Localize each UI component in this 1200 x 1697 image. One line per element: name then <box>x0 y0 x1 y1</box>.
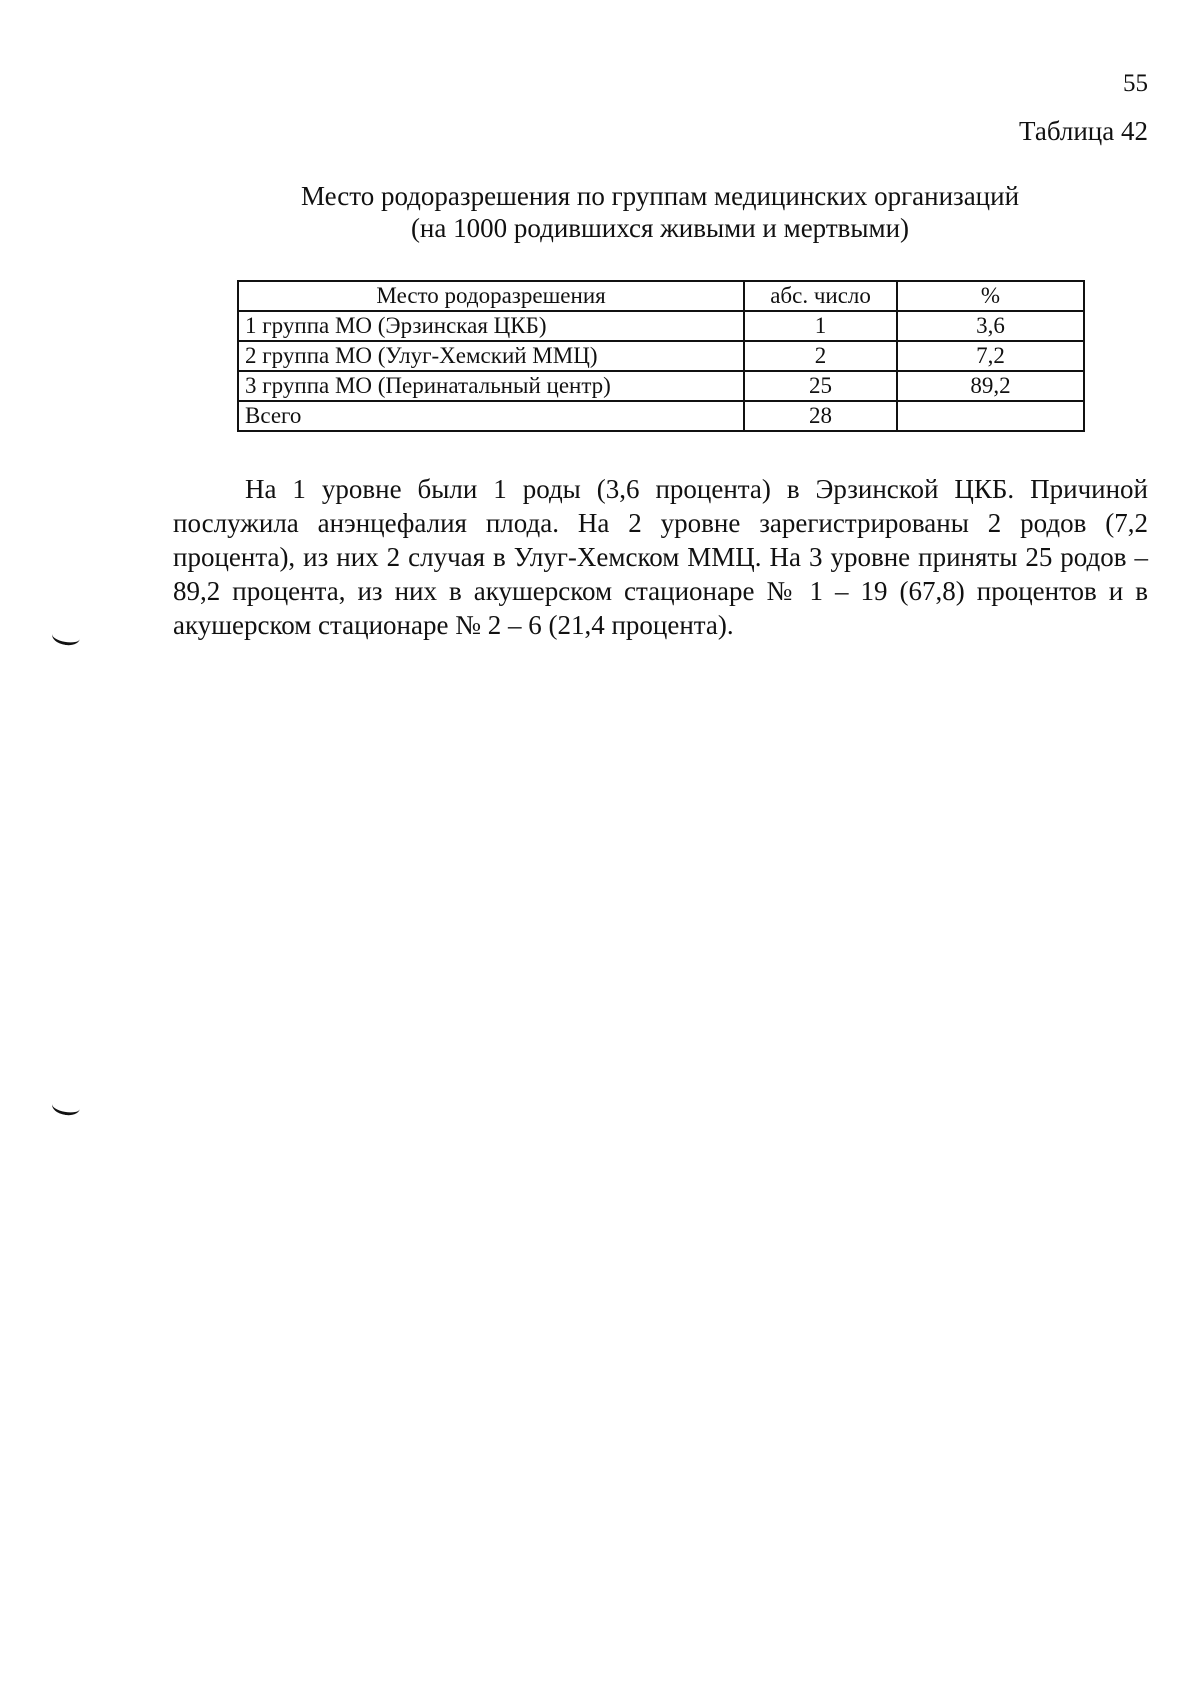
cell-pct: 7,2 <box>897 341 1084 371</box>
cell-pct: 89,2 <box>897 371 1084 401</box>
cell-abs: 25 <box>744 371 897 401</box>
cell-pct <box>897 401 1084 431</box>
cell-abs: 2 <box>744 341 897 371</box>
cell-place: 1 группа МО (Эрзинская ЦКБ) <box>238 311 744 341</box>
table-header-row <box>238 281 1084 311</box>
cell-place: Всего <box>238 401 744 431</box>
header-abs: абс. число <box>744 281 897 311</box>
body-paragraph: На 1 уровне были 1 роды (3,6 процента) в Эрзинской ЦКБ. Причиной послужила анэнцефалия плода. На 2 уровне зарегистрированы 2 родов (7,2 процента), из них 2 случая в Улуг-Хемском ММЦ. На 3 уровне приняты 25 родов – 89,2 процента, из них в акушерском стационаре № 1 – 19 (67,8) процентов и в акушерском стационаре № 2 – 6 (21,4 процента). <box>173 474 1148 640</box>
header-place: Место родоразрешения <box>238 281 744 311</box>
cell-place: 3 группа МО (Перинатальный центр) <box>238 371 744 401</box>
delivery-place-table <box>237 280 1085 432</box>
header-pct: % <box>897 281 1084 311</box>
table-row <box>238 341 1084 371</box>
caption-line-1: Место родоразрешения по группам медицинских организаций <box>300 181 1020 211</box>
cell-place: 2 группа МО (Улуг-Хемский ММЦ) <box>238 341 744 371</box>
binding-hole-mark <box>51 626 82 648</box>
cell-pct: 3,6 <box>897 311 1084 341</box>
binding-hole-mark <box>51 1096 82 1118</box>
page-number: 55 <box>1123 70 1148 97</box>
cell-abs: 28 <box>744 401 897 431</box>
table-row-total <box>238 401 1084 431</box>
table-caption <box>200 180 1120 244</box>
table-row <box>238 371 1084 401</box>
caption-line-2: (на 1000 родившихся живыми и мертвыми) <box>410 213 910 243</box>
table-row <box>238 311 1084 341</box>
cell-abs: 1 <box>744 311 897 341</box>
table-label: Таблица 42 <box>1019 116 1148 146</box>
